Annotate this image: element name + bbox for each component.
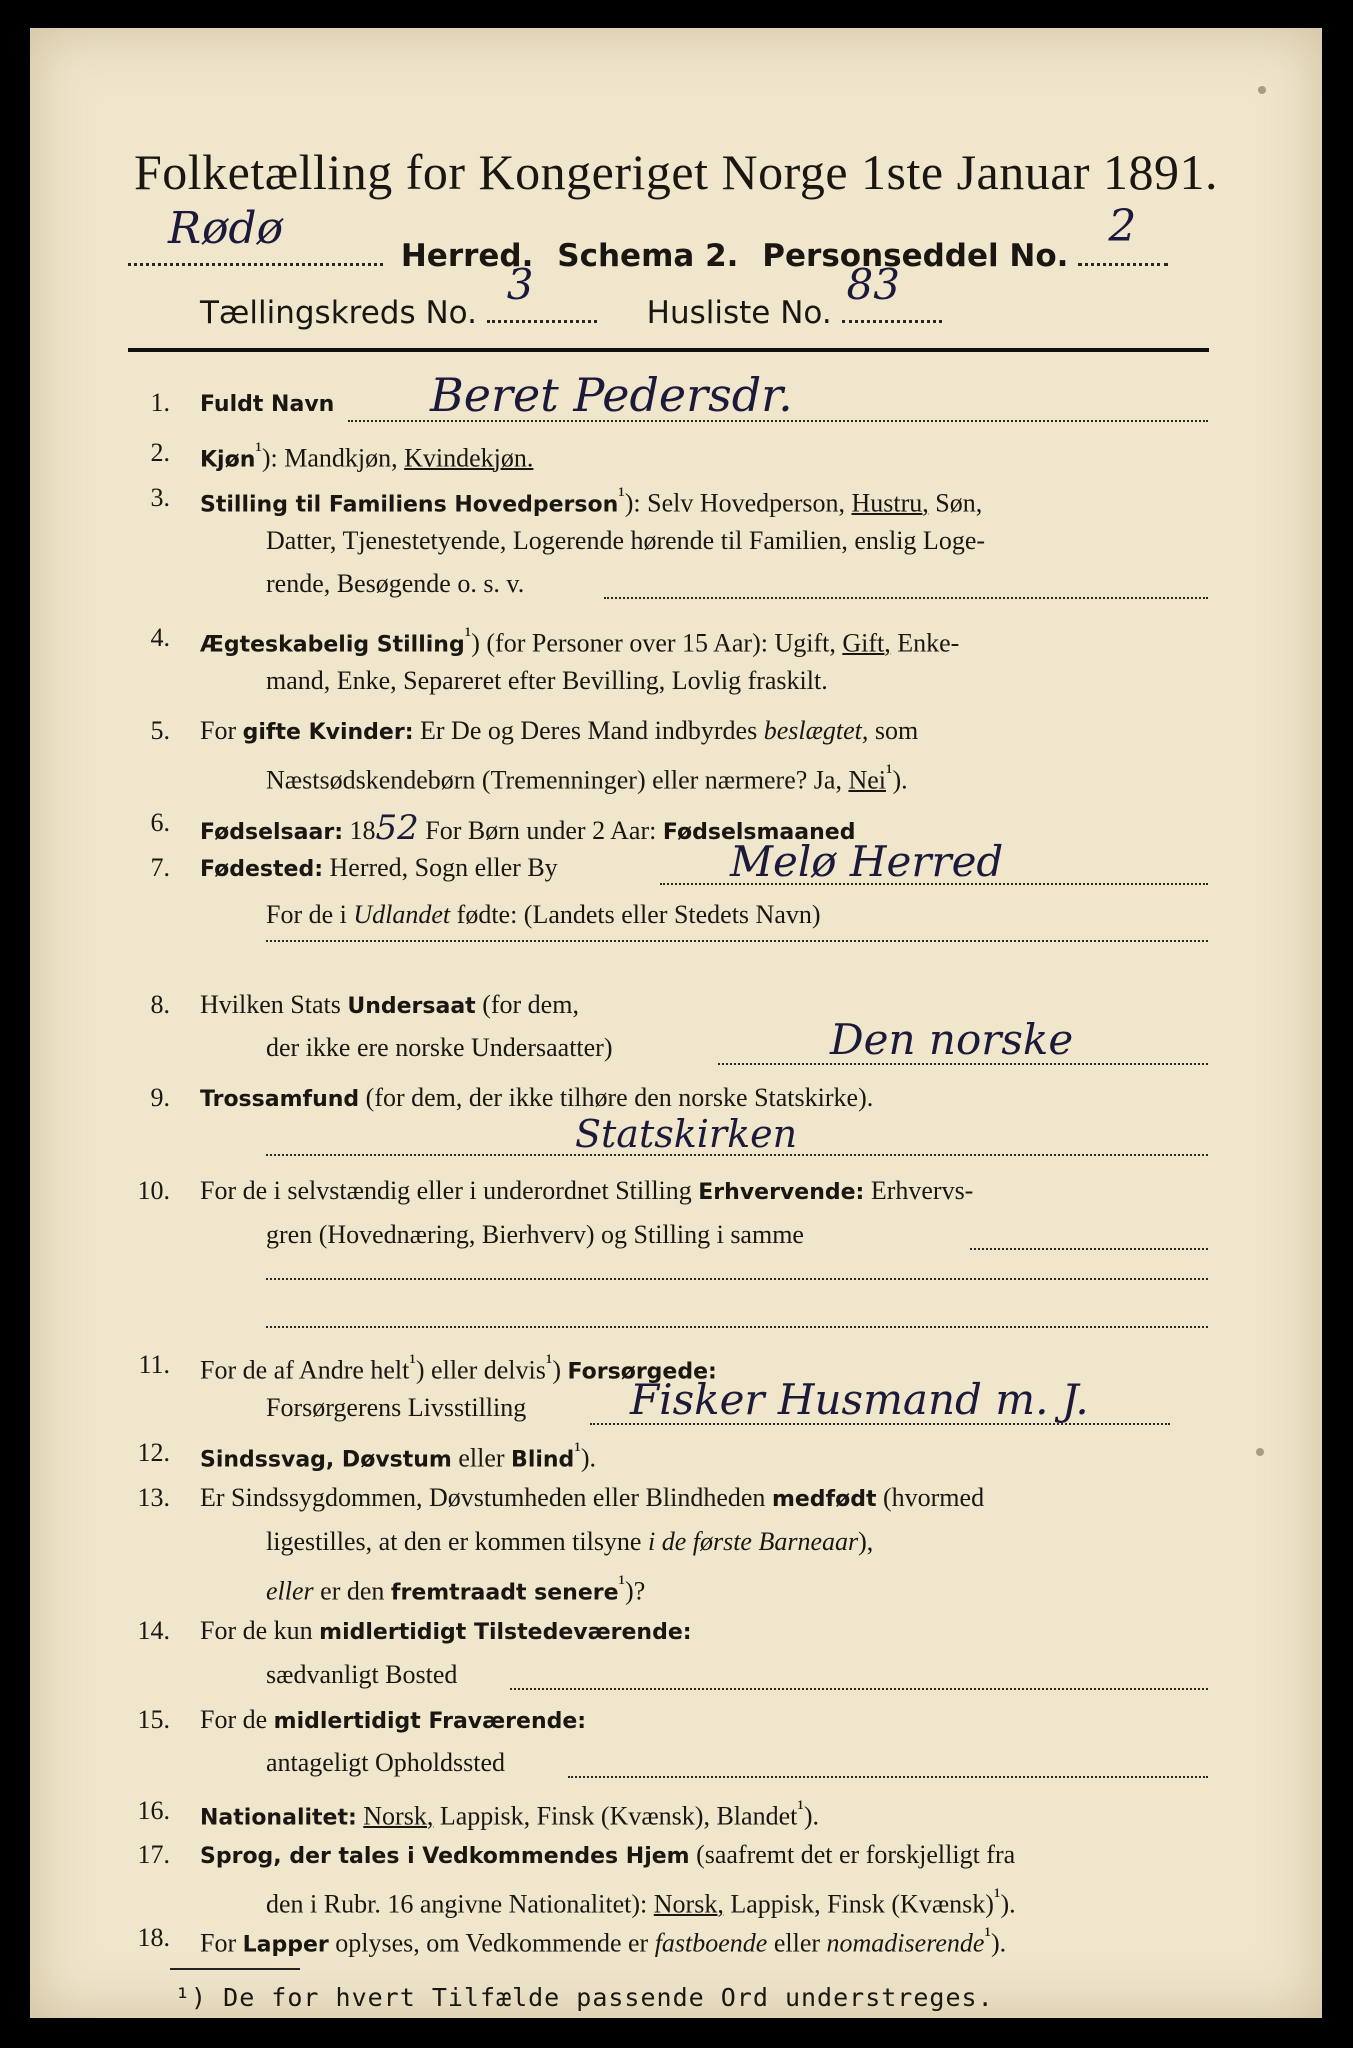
footnote-rule (170, 1968, 300, 1970)
q9-number: 9. (150, 1083, 170, 1112)
header-line-herred (128, 201, 1168, 274)
header-line-kreds (200, 260, 942, 331)
census-form-sheet: Folketælling for Kongeriget Norge 1ste Januar 1891. Rødø Herred. Schema 2. Personseddel No. 2 Tællingskreds No. 3 Husliste No. 83 1. Fuldt Navn Beret Pedersdr. 2. Kjøn$^{^1}$): Mandkjøn, Kvindekjøn. 3. Stilling til Familiens Hovedperson$^{^1}$): Selv Hovedperson, Hustru, Søn, Datter, Tjenestetyende, Logerende hørende til Familien, enslig Loge- rende, Besøgende o. s. v. 4. Ægteskabelig Stilling$^{^1}$) (for Personer over 15 Aar): Ugift, Gift, Enke- mand, Enke, Separeret efter Bevilling, Lovlig fraskilt. 5. For gifte Kvinder: Er De og Deres Mand indbyrdes beslægtet, som Næstsødskendebørn (Tremenninger) eller nærmere? Ja, Nei$^{^1}$). 6. Fødselsaar: 1852 For Børn under 2 Aar: Fødselsmaaned 7. Fødested: Herred, Sogn eller By Melø Herred For de i Udlandet fødte: (Landets eller Stedets Navn) 8. Hvilken Stats Undersaat (for dem, der ikke ere norske Undersaatter) Den norske 9. Trossamfund (for dem, der ikke tilhøre den norske Statskirke). Statskirken 10. For de i selvstændig eller i underordnet Stilling Erhvervende: Erhvervs- gren (Hovednæring, Bierhverv) og Stilling i samme 11. For de af Andre helt$^{^1}$) eller delvis$^{^1}$) Forsørgede: Forsørgerens Livsstilling Fisker Husmand m. J. 12. Sindssvag, Døvstum eller Blind$^{^1}$). 13. Er Sindssygdommen, Døvstumheden eller Blindheden medfødt (hvormed ligestilles, at den er kommen tilsyne i de første Barneaar), eller er den fremtraadt senere$^{^1}$)? 14. For de kun midlertidigt Tilstedeværende: sædvanligt Bosted 15. For de midlertidigt Fraværende: antageligt Opholdssted 16. Nationalitet: Norsk, Lappisk, Finsk (Kvænsk), Blandet$^{^1}$). 17. Sprog, der tales i Vedkommendes Hjem (saafremt det er forskjelligt fra den i Rubr. 16 angivne Nationalitet): Norsk, Lappisk, Finsk (Kvænsk)$^{^1}$). 18. For Lapper oplyses, om Vedkommende er fastboende eller nomadiserende$^{^1}$). ¹) De for hvert Tilfælde passende Ord understreges. (30, 28, 1322, 2018)
q3-number: 3. (150, 483, 170, 512)
q13-text: Er Sindssygdommen, Døvstumheden eller Blindheden medfødt (hvormed (200, 1483, 985, 1512)
q12-text: Sindssvag, Døvstum eller Blind$^{^1}$). (200, 1438, 596, 1473)
q16-number: 16. (137, 1796, 170, 1825)
q6-number: 6. (150, 808, 170, 837)
personseddel-field (1078, 201, 1168, 266)
q17-number: 17. (137, 1840, 170, 1869)
husliste-value: 83 (846, 260, 900, 309)
q14-number: 14. (137, 1616, 170, 1645)
q17-text: Sprog, der tales i Vedkommendes Hjem (saafremt det er forskjelligt fra (200, 1840, 1016, 1869)
q1-number: 1. (150, 388, 170, 417)
q18-number: 18. (137, 1923, 170, 1952)
q16-text: Nationalitet: Norsk, Lappisk, Finsk (Kvænsk), Blandet$^{^1}$). (200, 1796, 820, 1831)
q8-text: Hvilken Stats Undersaat (for dem, (200, 990, 579, 1019)
q10-blank-line-2 (266, 1326, 1208, 1328)
q6-value: 52 (375, 808, 419, 848)
q12-number: 12. (137, 1438, 170, 1467)
q11-text: For de af Andre helt$^{^1}$) eller delvis$^{^1}$) Forsørgede: (200, 1350, 717, 1385)
kreds-label: Tællingskreds No. (200, 295, 477, 331)
kreds-value: 3 (506, 260, 534, 309)
q6-text: Fødselsaar: 1852 For Børn under 2 Aar: Fødselsmaaned (200, 808, 856, 848)
q7-number: 7. (150, 853, 170, 882)
q7-value: Melø Herred (730, 837, 1004, 886)
q1-label: Fuldt Navn (200, 392, 335, 417)
husliste-field (842, 260, 942, 323)
footnote: ¹) De for hvert Tilfælde passende Ord understreges. (175, 1983, 994, 2012)
q4-text: Ægteskabelig Stilling$^{^1}$) (for Personer over 15 Aar): Ugift, Gift, Enke- (200, 623, 960, 658)
q2-text: Kjøn$^{^1}$): Mandkjøn, Kvindekjøn. (200, 438, 534, 473)
schema-label: Schema 2. (557, 238, 739, 274)
q9-text: Trossamfund (for dem, der ikke tilhøre den norske Statskirke). (200, 1083, 874, 1112)
q5-text: For gifte Kvinder: Er De og Deres Mand indbyrdes beslægtet, som (200, 716, 919, 745)
q14-text: For de kun midlertidigt Tilstedeværende: (200, 1616, 692, 1645)
kreds-field (487, 260, 597, 323)
q13-number: 13. (137, 1483, 170, 1512)
personseddel-value: 2 (1108, 201, 1137, 252)
paper-mark (1258, 86, 1266, 94)
q7-blank-line (266, 940, 1208, 942)
header-rule (128, 348, 1209, 352)
q7-text: Fødested: Herred, Sogn eller By (200, 853, 558, 882)
herred-label: Herred. (400, 238, 534, 274)
husliste-label: Husliste No. (646, 295, 832, 331)
q2-number: 2. (150, 438, 170, 467)
q15-text: For de midlertidigt Fraværende: (200, 1705, 587, 1734)
q3-text: Stilling til Familiens Hovedperson$^{^1}$): Selv Hovedperson, Hustru, Søn, (200, 483, 983, 518)
q11-number: 11. (138, 1350, 170, 1379)
q10-blank-line-1 (266, 1278, 1208, 1280)
form-title: Folketælling for Kongeriget Norge 1ste Januar 1891. (133, 144, 1219, 200)
q5-number: 5. (150, 716, 170, 745)
q10-text: For de i selvstændig eller i underordnet Stilling Erhvervende: Erhvervs- (200, 1176, 974, 1205)
q11-value: Fisker Husmand m. J. (630, 1375, 1089, 1424)
q10-number: 10. (137, 1176, 170, 1205)
q18-text: For Lapper oplyses, om Vedkommende er fastboende eller nomadiserende$^{^1}$). (200, 1923, 1007, 1958)
q9-value: Statskirken (575, 1112, 798, 1156)
personseddel-label: Personseddel No. (762, 238, 1069, 274)
q15-number: 15. (137, 1705, 170, 1734)
herred-value: Rødø (168, 203, 284, 254)
herred-field (128, 203, 383, 266)
paper-mark (1256, 1448, 1264, 1456)
q8-number: 8. (150, 990, 170, 1019)
q1-value: Beret Pedersdr. (430, 368, 793, 422)
q4-number: 4. (150, 623, 170, 652)
q8-value: Den norske (830, 1015, 1074, 1064)
